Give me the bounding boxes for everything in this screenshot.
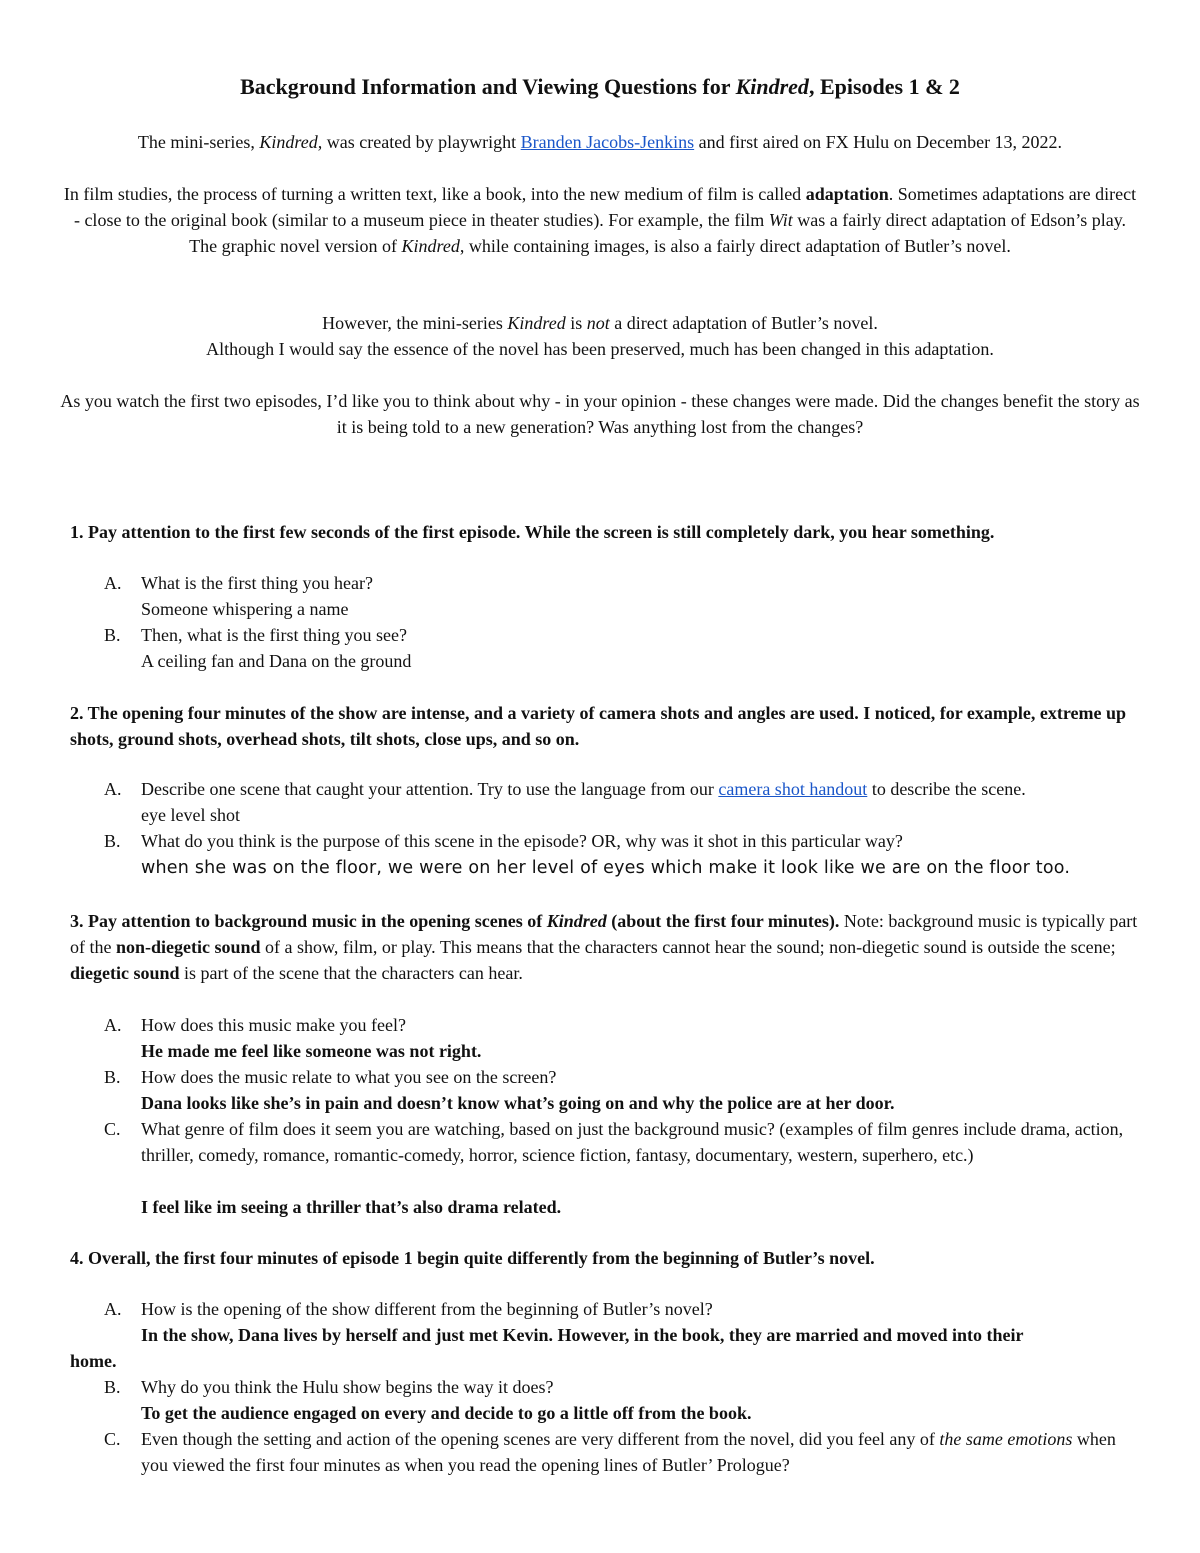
question-3-answer-b: Dana looks like she’s in pain and doesn’t know what’s going on and why the police are at her door. xyxy=(141,1093,895,1113)
intro-text: . Sometimes adaptations are direct - close to the original book (similar to a museum piece in theater studies). For example, the film xyxy=(73,184,1137,230)
question-4-answer-a-line2: home. xyxy=(70,1351,117,1371)
intro-paragraph-1 xyxy=(60,129,1140,155)
intro-italic: not xyxy=(586,313,610,333)
item-text: How is the opening of the show different from the beginning of Butler’s novel? xyxy=(141,1299,713,1319)
title-italic: Kindred xyxy=(735,74,809,99)
item-text xyxy=(141,1426,1136,1478)
creator-link[interactable]: Branden Jacobs-Jenkins xyxy=(520,132,695,152)
question-3-heading-text: (about the first four minutes). xyxy=(606,911,840,931)
question-1-answer-b: A ceiling fan and Dana on the ground xyxy=(141,651,412,671)
item-letter: B. xyxy=(104,625,121,645)
intro-italic: Kindred, xyxy=(259,132,323,152)
page-title xyxy=(0,72,1200,102)
item-text: What do you think is the purpose of this scene in the episode? OR, why was it shot in this particular way? xyxy=(141,831,903,851)
question-3-note: of a show, film, or play. This means that the characters cannot hear the sound; non-diegetic sound is outside the scene; xyxy=(260,937,1116,957)
item-text-part: Even though the setting and action of the opening scenes are very different from the novel, did you feel any of xyxy=(141,1429,940,1449)
question-4-answer-b: To get the audience engaged on every and decide to go a little off from the book. xyxy=(141,1403,752,1423)
adaptation-term: adaptation xyxy=(805,184,889,204)
question-3-heading-text: 3. Pay attention to background music in the opening scenes of xyxy=(70,911,547,931)
item-letter: C. xyxy=(104,1429,121,1449)
intro-text: The mini-series, xyxy=(137,132,260,152)
intro-text: a direct adaptation of Butler’s novel. xyxy=(609,313,878,333)
item-letter: A. xyxy=(104,1299,122,1319)
intro-italic: Kindred xyxy=(401,236,460,256)
question-1-answer-a: Someone whispering a name xyxy=(141,599,349,619)
intro-text: Although I would say the essence of the novel has been preserved, much has been changed in this adaptation. xyxy=(206,339,994,359)
intro-paragraph-2 xyxy=(60,181,1140,259)
intro-paragraph-3 xyxy=(60,310,1140,362)
item-letter: A. xyxy=(104,779,122,799)
intro-text: was a fairly direct adaptation of Edson’s play. The graphic novel version of xyxy=(189,210,1127,256)
intro-text: and first aired on FX Hulu on December 13, 2022. xyxy=(694,132,1063,152)
title-suffix: , Episodes 1 & 2 xyxy=(808,74,960,99)
question-3-answer-a: He made me feel like someone was not right. xyxy=(141,1041,482,1061)
item-letter: B. xyxy=(104,831,121,851)
item-text-part: to describe the scene. xyxy=(867,779,1026,799)
item-letter: A. xyxy=(104,573,122,593)
intro-text: is xyxy=(565,313,587,333)
intro-text: was created by playwright xyxy=(322,132,521,152)
item-italic: the same emotions xyxy=(939,1429,1073,1449)
intro-italic: Kindred xyxy=(507,313,566,333)
non-diegetic-term: non-diegetic sound xyxy=(115,937,261,957)
item-letter: B. xyxy=(104,1377,121,1397)
item-text: What is the first thing you hear? xyxy=(141,573,373,593)
item-letter: B. xyxy=(104,1067,121,1087)
intro-text: In film studies, the process of turning a written text, like a book, into the new medium of film is called xyxy=(63,184,806,204)
item-text-part: Describe one scene that caught your attention. Try to use the language from our xyxy=(141,779,719,799)
item-text: Then, what is the first thing you see? xyxy=(141,625,407,645)
item-text: Why do you think the Hulu show begins the way it does? xyxy=(141,1377,554,1397)
item-text-part: when you viewed the first four minutes as when you read the opening lines of Butler’ Prologue? xyxy=(141,1429,1116,1475)
intro-text: , while containing images, is also a fairly direct adaptation of Butler’s novel. xyxy=(459,236,1011,256)
question-1-heading: 1. Pay attention to the first few seconds of the first episode. While the screen is still completely dark, you hear something. xyxy=(70,522,995,542)
intro-text: However, the mini-series xyxy=(322,313,508,333)
question-3-note: is part of the scene that the characters can hear. xyxy=(179,963,523,983)
question-3-answer-c: I feel like im seeing a thriller that’s also drama related. xyxy=(141,1197,562,1217)
item-text: How does this music make you feel? xyxy=(141,1015,406,1035)
question-3-heading-italic: Kindred xyxy=(546,911,607,931)
item-letter: C. xyxy=(104,1119,121,1139)
item-text: How does the music relate to what you see on the screen? xyxy=(141,1067,557,1087)
question-2-heading: 2. The opening four minutes of the show are intense, and a variety of camera shots and angles are used. I noticed, for example, extreme up shots, ground shots, overhead shots, tilt shots, close ups, and so on. xyxy=(70,703,1126,749)
item-letter: A. xyxy=(104,1015,122,1035)
question-2-answer-b: when she was on the floor, we were on her level of eyes which make it look like we are on the floor too. xyxy=(141,858,1071,878)
title-text: Background Information and Viewing Questions for xyxy=(240,74,736,99)
diegetic-term: diegetic sound xyxy=(70,963,180,983)
question-4-heading: 4. Overall, the first four minutes of episode 1 begin quite differently from the beginning of Butler’s novel. xyxy=(70,1248,875,1268)
camera-shot-handout-link[interactable]: camera shot handout xyxy=(718,779,868,799)
item-text: What genre of film does it seem you are watching, based on just the background music? (examples of film genres include drama, action, thriller, comedy, romance, romantic-comedy, horror, science fiction, fantasy, documentary, western, superhero, etc.) xyxy=(141,1119,1124,1165)
question-3-heading xyxy=(70,908,1140,986)
question-4-answer-a-line1: In the show, Dana lives by herself and just met Kevin. However, in the book, they are married and moved into their xyxy=(141,1325,1024,1345)
question-2-answer-a: eye level shot xyxy=(141,805,240,825)
intro-paragraph-4: As you watch the first two episodes, I’d like you to think about why - in your opinion - these changes were made. Did the changes benefit the story as it is being told to a new generation? Was anything lost from the changes? xyxy=(60,391,1140,437)
question-3-note: Note: background music is typically part of the xyxy=(70,911,1138,957)
item-text xyxy=(141,776,1136,802)
intro-italic: Wit xyxy=(768,210,793,230)
